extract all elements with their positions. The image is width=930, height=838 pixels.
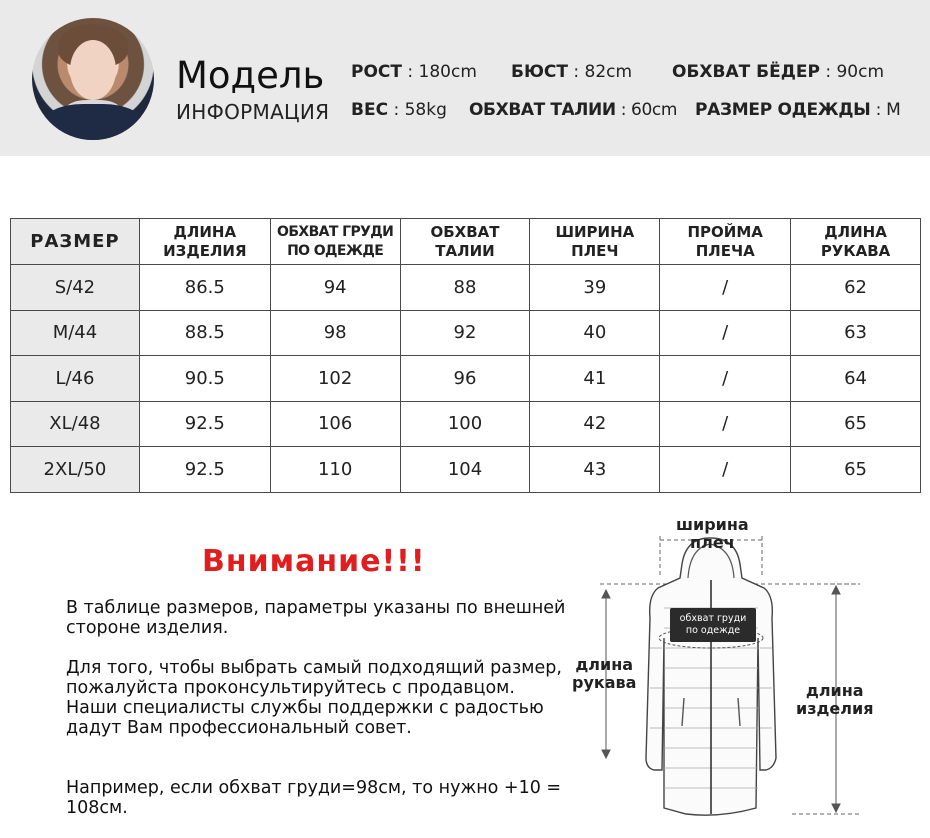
stat-label: БЮСТ — [511, 62, 568, 82]
table-cell: 106 — [270, 401, 400, 447]
header-length: ДЛИНА ИЗДЕЛИЯ — [139, 219, 270, 265]
stat-sep: : — [620, 100, 627, 120]
stat-sep: : — [393, 100, 400, 120]
table-cell: 98 — [270, 310, 400, 356]
header-size: РАЗМЕР — [11, 219, 140, 265]
header-sleeve-length: ДЛИНА РУКАВА — [791, 219, 921, 265]
cell-size: 2XL/50 — [11, 447, 140, 493]
stat-label: ОБХВАТ БЁДЕР — [672, 62, 820, 82]
table-cell: 42 — [530, 401, 660, 447]
cell-size: XL/48 — [11, 401, 140, 447]
table-cell: 41 — [530, 356, 660, 402]
table-cell: 65 — [791, 447, 921, 493]
garment-diagram — [560, 508, 930, 838]
table-cell: 86.5 — [139, 265, 270, 311]
stat-label: ВЕС — [351, 100, 389, 120]
table-cell: 110 — [270, 447, 400, 493]
notice-paragraph-1: В таблице размеров, параметры указаны по внешней стороне изделия. — [66, 598, 566, 638]
table-cell: 102 — [270, 356, 400, 402]
stat-bust — [511, 62, 632, 82]
table-row — [11, 401, 921, 447]
table-cell: 65 — [791, 401, 921, 447]
table-cell: 100 — [400, 401, 530, 447]
table-cell: / — [660, 310, 791, 356]
cell-size: S/42 — [11, 265, 140, 311]
table-cell: 90.5 — [139, 356, 270, 402]
table-cell: / — [660, 356, 791, 402]
stat-sep: : — [573, 62, 580, 82]
table-cell: 64 — [791, 356, 921, 402]
notice-paragraph-2: Для того, чтобы выбрать самый подходящий размер, пожалуйста проконсультируйтесь с продавцом. Наши специалисты службы поддержки с радостью дадут Вам профессиональный совет. — [66, 658, 562, 738]
table-cell: 43 — [530, 447, 660, 493]
stat-sep: : — [407, 62, 414, 82]
table-header-row — [11, 219, 921, 265]
table-cell: 104 — [400, 447, 530, 493]
table-cell: 62 — [791, 265, 921, 311]
stat-value: 180cm — [418, 62, 477, 82]
header-chest: ОБХВАТ ГРУДИ ПО ОДЕЖДЕ — [270, 219, 400, 265]
stat-sep: : — [875, 100, 882, 120]
stat-hips — [672, 62, 884, 82]
table-cell: 63 — [791, 310, 921, 356]
stat-value: 90cm — [836, 62, 885, 82]
table-row — [11, 356, 921, 402]
cell-size: L/46 — [11, 356, 140, 402]
table-cell: 88 — [400, 265, 530, 311]
label-shoulder-width: ширина плеч — [676, 515, 749, 552]
stat-waist — [469, 100, 677, 120]
stat-value: M — [886, 100, 901, 120]
label-chest-girth: обхват груди по одежде — [670, 608, 756, 642]
stat-label: ОБХВАТ ТАЛИИ — [469, 100, 616, 120]
table-cell: 94 — [270, 265, 400, 311]
header-armhole: ПРОЙМА ПЛЕЧА — [660, 219, 791, 265]
stat-label: РОСТ — [351, 62, 402, 82]
table-cell: / — [660, 265, 791, 311]
table-cell: 92.5 — [139, 401, 270, 447]
table-cell: / — [660, 401, 791, 447]
notice-paragraph-3: Например, если обхват груди=98см, то нужно +10 = 108см. — [66, 778, 562, 818]
table-row — [11, 447, 921, 493]
stat-label: РАЗМЕР ОДЕЖДЫ — [695, 100, 871, 120]
stat-value: 58kg — [404, 100, 447, 120]
stat-value: 60cm — [631, 100, 677, 120]
table-cell: 92 — [400, 310, 530, 356]
header-shoulder-width: ШИРИНА ПЛЕЧ — [530, 219, 660, 265]
label-sleeve-length: длина рукава — [572, 655, 637, 692]
table-cell: / — [660, 447, 791, 493]
stat-clothing-size — [695, 100, 901, 120]
size-table — [10, 218, 921, 493]
warning-heading: Внимание!!! — [202, 544, 426, 579]
label-garment-length: длина изделия — [796, 681, 874, 718]
avatar-coat — [42, 104, 144, 140]
table-row — [11, 265, 921, 311]
table-cell: 40 — [530, 310, 660, 356]
model-title: Модель — [176, 54, 325, 97]
table-row — [11, 310, 921, 356]
table-cell: 96 — [400, 356, 530, 402]
stat-weight — [351, 100, 447, 120]
stat-height — [351, 62, 477, 82]
table-cell: 39 — [530, 265, 660, 311]
avatar-face — [70, 40, 116, 100]
stat-sep: : — [825, 62, 832, 82]
cell-size: M/44 — [11, 310, 140, 356]
table-cell: 88.5 — [139, 310, 270, 356]
header-waist: ОБХВАТ ТАЛИИ — [400, 219, 530, 265]
stat-value: 82cm — [584, 62, 633, 82]
table-cell: 92.5 — [139, 447, 270, 493]
model-info-header — [0, 0, 930, 156]
model-avatar — [32, 18, 154, 140]
model-subtitle: ИНФОРМАЦИЯ — [176, 100, 330, 124]
